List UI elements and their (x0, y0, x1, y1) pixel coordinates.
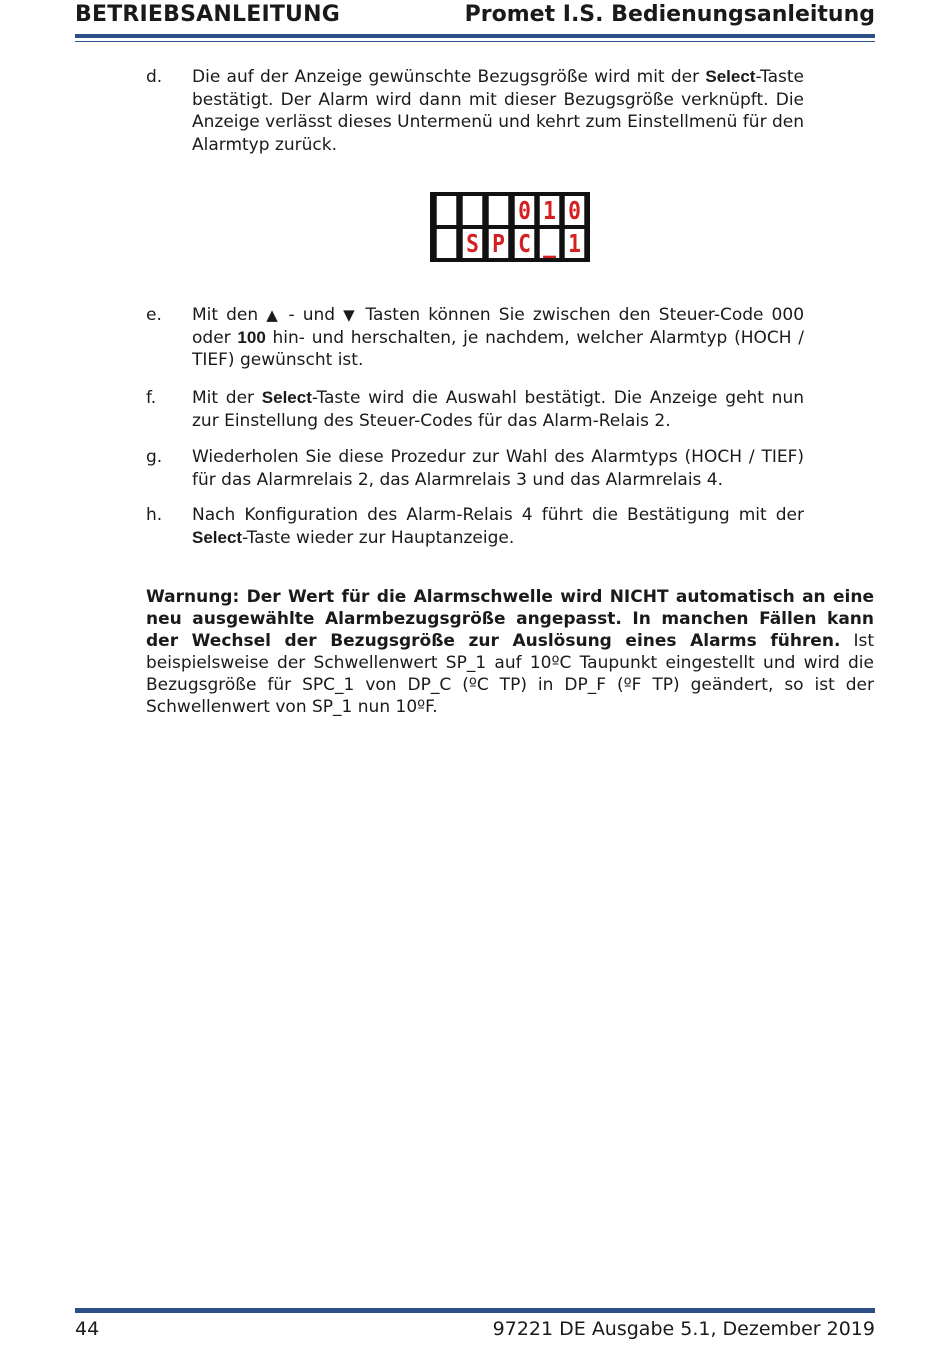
header-rule (75, 34, 875, 38)
lcd-cell (437, 229, 457, 258)
step-text: Die auf der Anzeige gewünschte Bezugsgröße wird mit der Select-Taste bestätigt. Der Alarm wird dann mit dieser Bezugsgröße verknüpft. Die Anzeige verlässt dieses Untermenü und kehrt zum Einstellmenü für den Alarmtyp zurück. (192, 67, 804, 155)
header-left: BETRIEBSANLEITUNG (75, 2, 340, 27)
select-key: Select (192, 527, 243, 547)
step-e (146, 304, 804, 372)
code-100: 100 (237, 327, 266, 347)
step-text: Wiederholen Sie diese Prozedur zur Wahl des Alarmtyps (HOCH / TIEF) für das Alarmrelais 2, das Alarmrelais 3 und das Alarmrelais 4. (192, 447, 804, 490)
lcd-cell: 1 (565, 229, 585, 258)
step-label: h. (146, 505, 163, 525)
step-g (146, 446, 804, 491)
lcd-display (430, 192, 590, 262)
warning-text: Ist beispielsweise der Schwellenwert SP_1 auf 10ºC Taupunkt eingestellt und wird die Bezugsgröße für SPC_1 von DP_C (ºC TP) in DP_F (ºF TP) geändert, so ist der Schwellenwert von SP_1 nun 10ºF. (146, 631, 874, 717)
step-h (146, 504, 804, 549)
step-text: Nach Konfiguration des Alarm-Relais 4 führt die Bestätigung mit der Select-Taste wieder zur Hauptanzeige. (192, 505, 804, 548)
step-text: Mit der Select-Taste wird die Auswahl bestätigt. Die Anzeige geht nun zur Einstellung des Steuer-Codes für das Alarm-Relais 2. (192, 388, 804, 431)
header-right: Promet I.S. Bedienungsanleitung (464, 2, 875, 27)
lcd-cell: _ (540, 229, 560, 258)
lcd-cell: C (515, 229, 535, 258)
step-f (146, 387, 804, 432)
step-label: f. (146, 388, 157, 408)
select-key: Select (705, 67, 756, 86)
lcd-cell: 0 (565, 196, 585, 225)
up-arrow-icon: ▲ (266, 306, 281, 324)
footer-rule (75, 1308, 875, 1313)
lcd-cell: P (489, 229, 509, 258)
header-rule-thin (75, 41, 875, 42)
step-label: d. (146, 67, 163, 87)
warning-bold: Warnung: Der Wert für die Alarmschwelle wird NICHT automatisch an eine neu ausgewählte Alarmbezugsgröße angepasst. In manchen Fällen kann der Wechsel der Bezugsgröße zur Auslösung eines Alarms führen. (146, 587, 874, 651)
warning-paragraph (146, 586, 874, 718)
lcd-cell: 0 (515, 196, 535, 225)
step-label: e. (146, 305, 162, 325)
down-arrow-icon: ▼ (343, 306, 358, 324)
lcd-cell (437, 196, 457, 225)
page-number: 44 (75, 1318, 100, 1340)
step-d (146, 66, 804, 156)
step-text: Mit den ▲ - und ▼ Tasten können Sie zwischen den Steuer-Code 000 oder 100 hin- und herschalten, je nachdem, welcher Alarmtyp (HOCH / TIEF) gewünscht ist. (192, 305, 805, 370)
step-label: g. (146, 447, 163, 467)
lcd-cell (463, 196, 483, 225)
document-id: 97221 DE Ausgabe 5.1, Dezember 2019 (492, 1318, 875, 1340)
lcd-cell: S (463, 229, 483, 258)
select-key: Select (261, 388, 312, 407)
lcd-cell: 1 (540, 196, 560, 225)
lcd-cell (489, 196, 509, 225)
